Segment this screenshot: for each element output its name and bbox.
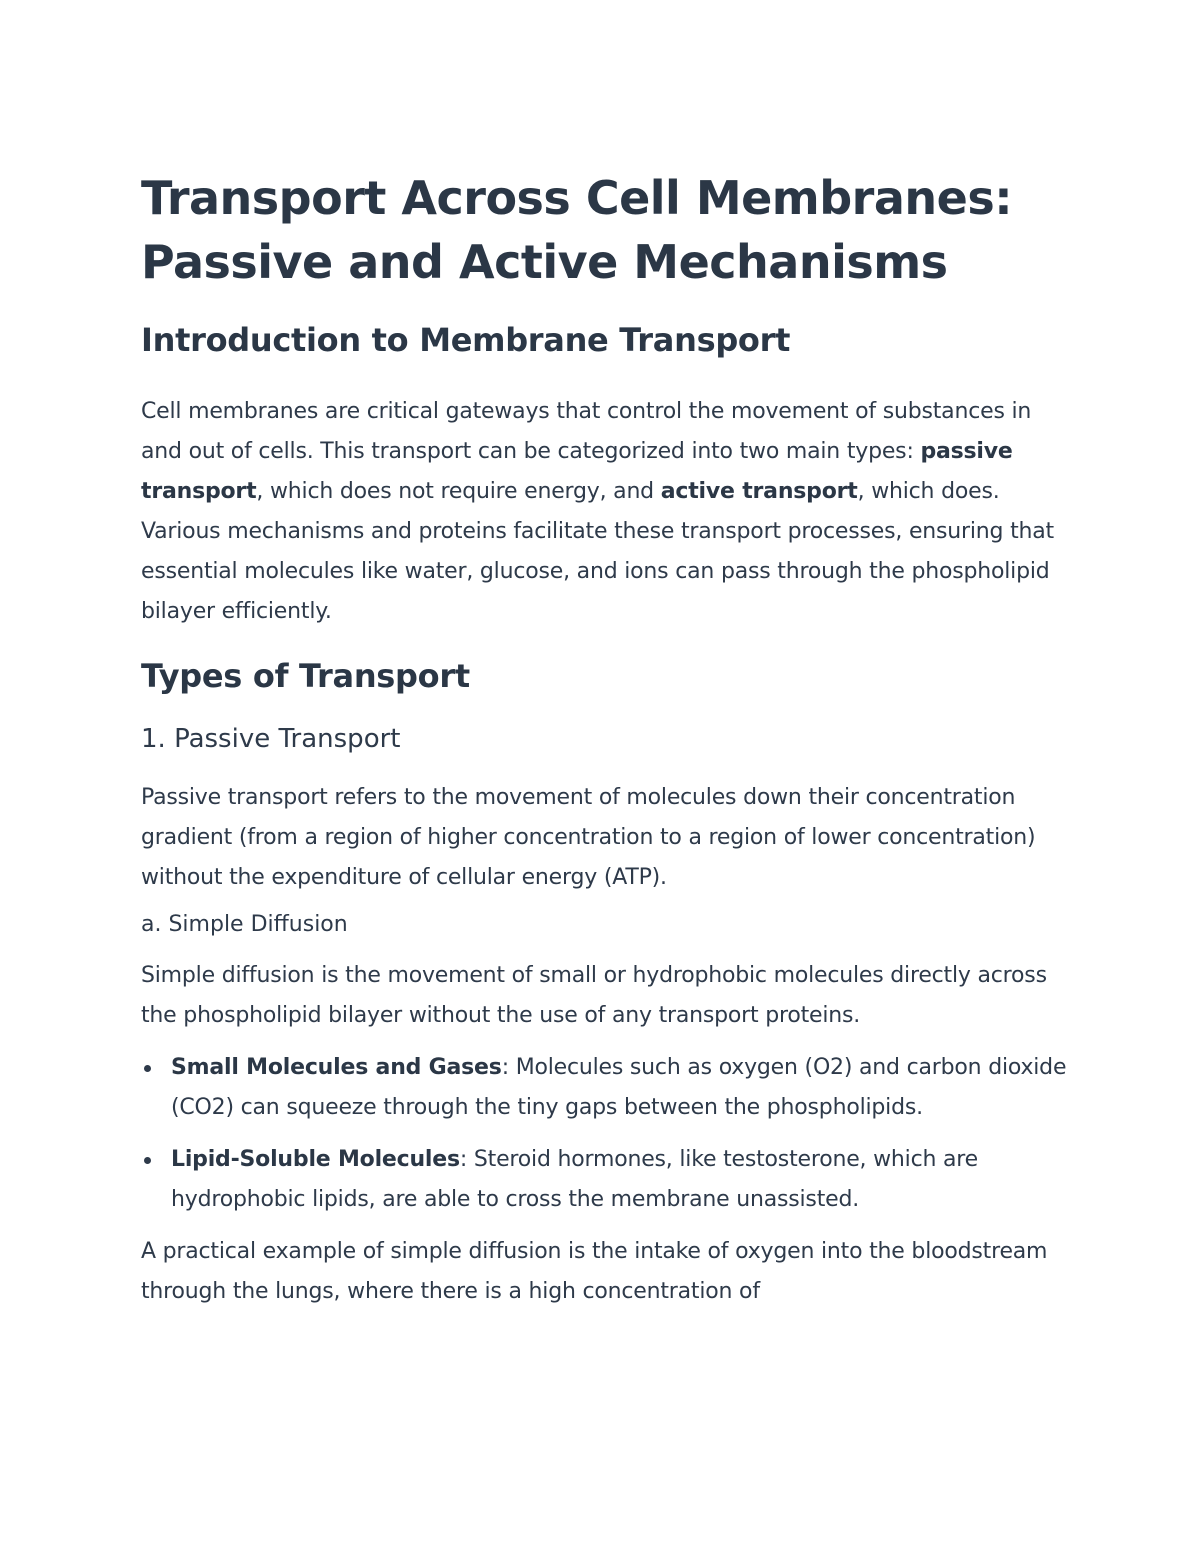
intro-bold-active: active transport xyxy=(660,479,858,504)
diffusion-bullet-list xyxy=(141,1048,1071,1220)
bullet-icon xyxy=(144,1065,151,1072)
list-item xyxy=(141,1140,1071,1220)
bullet-text: : Molecules such as oxygen (O2) and carbon dioxide (CO2) can squeeze through the tiny gaps between the phospholipids. xyxy=(171,1055,1067,1120)
list-item xyxy=(141,1048,1071,1128)
intro-text-2: , which does not require energy, and xyxy=(256,479,661,504)
passive-transport-heading: 1. Passive Transport xyxy=(141,724,401,754)
types-heading: Types of Transport xyxy=(141,657,470,695)
document-title xyxy=(141,166,1071,294)
document-page xyxy=(141,166,1071,1312)
title-line-1: Transport Across Cell Membranes: xyxy=(141,171,1013,225)
intro-heading: Introduction to Membrane Transport xyxy=(141,321,791,359)
title-line-2: Passive and Active Mechanisms xyxy=(141,235,948,289)
bullet-icon xyxy=(144,1157,151,1164)
bullet-text: : Steroid hormones, like testosterone, which are hydrophobic lipids, are able to cross the membrane unassisted. xyxy=(171,1147,978,1212)
passive-transport-paragraph: Passive transport refers to the movement of molecules down their concentration gradient (from a region of higher concentration to a region of lower concentration) without the expenditure of cellular energy (ATP). xyxy=(141,785,1036,890)
intro-bold-passive: passive transport xyxy=(141,439,1013,504)
bullet-label: Small Molecules and Gases xyxy=(171,1055,502,1080)
intro-text-1: Cell membranes are critical gateways that control the movement of substances in and out of cells. This transport can be categorized into two main types: xyxy=(141,399,1032,464)
diffusion-example-paragraph: A practical example of simple diffusion is the intake of oxygen into the bloodstream through the lungs, where there is a high concentration of xyxy=(141,1239,1048,1304)
intro-paragraph xyxy=(141,392,1071,632)
simple-diffusion-heading: a. Simple Diffusion xyxy=(141,912,348,937)
simple-diffusion-paragraph: Simple diffusion is the movement of small or hydrophobic molecules directly across the phospholipid bilayer without the use of any transport proteins. xyxy=(141,963,1047,1028)
intro-text-3: , which does. Various mechanisms and proteins facilitate these transport processes, ensuring that essential molecules like water, glucose, and ions can pass through the phospholipid bilayer efficiently. xyxy=(141,479,1054,624)
bullet-label: Lipid-Soluble Molecules xyxy=(171,1147,460,1172)
